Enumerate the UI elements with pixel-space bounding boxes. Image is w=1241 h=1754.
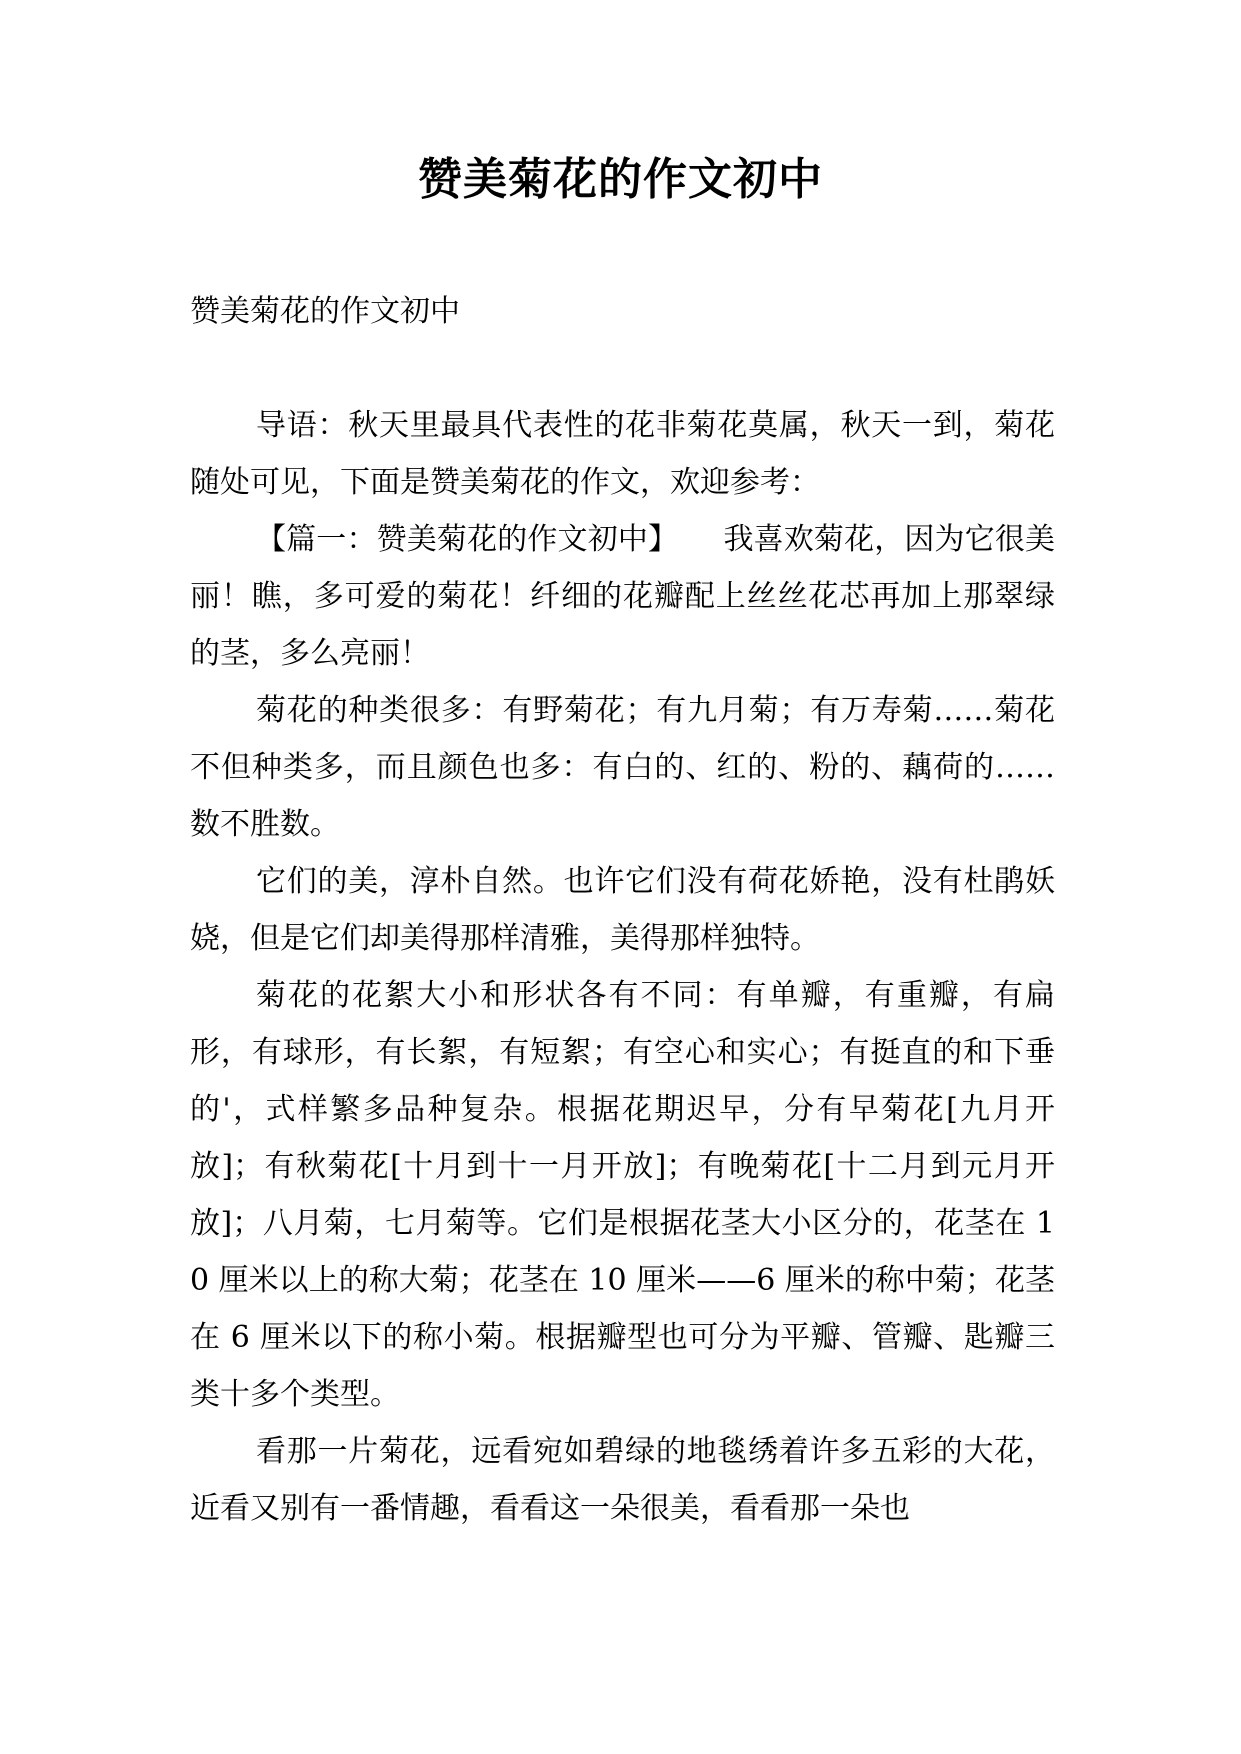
paragraph-chapter-one: 【篇一：赞美菊花的作文初中】 我喜欢菊花，因为它很美丽！瞧，多可爱的菊花！纤细的花瓣配上丝丝花芯再加上那翠绿的茎，多么亮丽！ <box>190 522 1055 671</box>
paragraph-beauty: 它们的美，淳朴自然。也许它们没有荷花娇艳，没有杜鹃妖娆，但是它们却美得那样清雅，美得那样独特。 <box>190 864 1055 956</box>
paragraph-varieties: 菊花的种类很多：有野菊花；有九月菊；有万寿菊……菊花不但种类多，而且颜色也多：有白的、红的、粉的、藕荷的……数不胜数。 <box>190 693 1055 842</box>
document-subtitle: 赞美菊花的作文初中 <box>190 294 460 329</box>
paragraph-classification: 菊花的花絮大小和形状各有不同：有单瓣，有重瓣，有扁形，有球形，有长絮，有短絮；有空心和实心；有挺直的和下垂的'，式样繁多品种复杂。根据花期迟早，分有早菊花[九月开放]；有秋菊花[十月到十一月开放]；有晚菊花[十二月到元月开放]；八月菊，七月菊等。它们是根据花茎大小区分的，花茎在 10 厘米以上的称大菊；花茎在 10 厘米——6 厘米的称中菊；花茎在 6 厘米以下的称小菊。根据瓣型也可分为平瓣、管瓣、匙瓣三类十多个类型。 <box>190 978 1055 1412</box>
document-body <box>190 283 1055 1537</box>
paragraph-spacer <box>190 340 1055 397</box>
paragraph-view: 看那一片菊花，远看宛如碧绿的地毯绣着许多五彩的大花，近看又别有一番情趣，看看这一朵很美，看看那一朵也 <box>190 1434 1055 1526</box>
paragraph-intro: 导语：秋天里最具代表性的花非菊花莫属，秋天一到，菊花随处可见，下面是赞美菊花的作文，欢迎参考： <box>190 408 1055 500</box>
document-title: 赞美菊花的作文初中 <box>418 154 823 205</box>
